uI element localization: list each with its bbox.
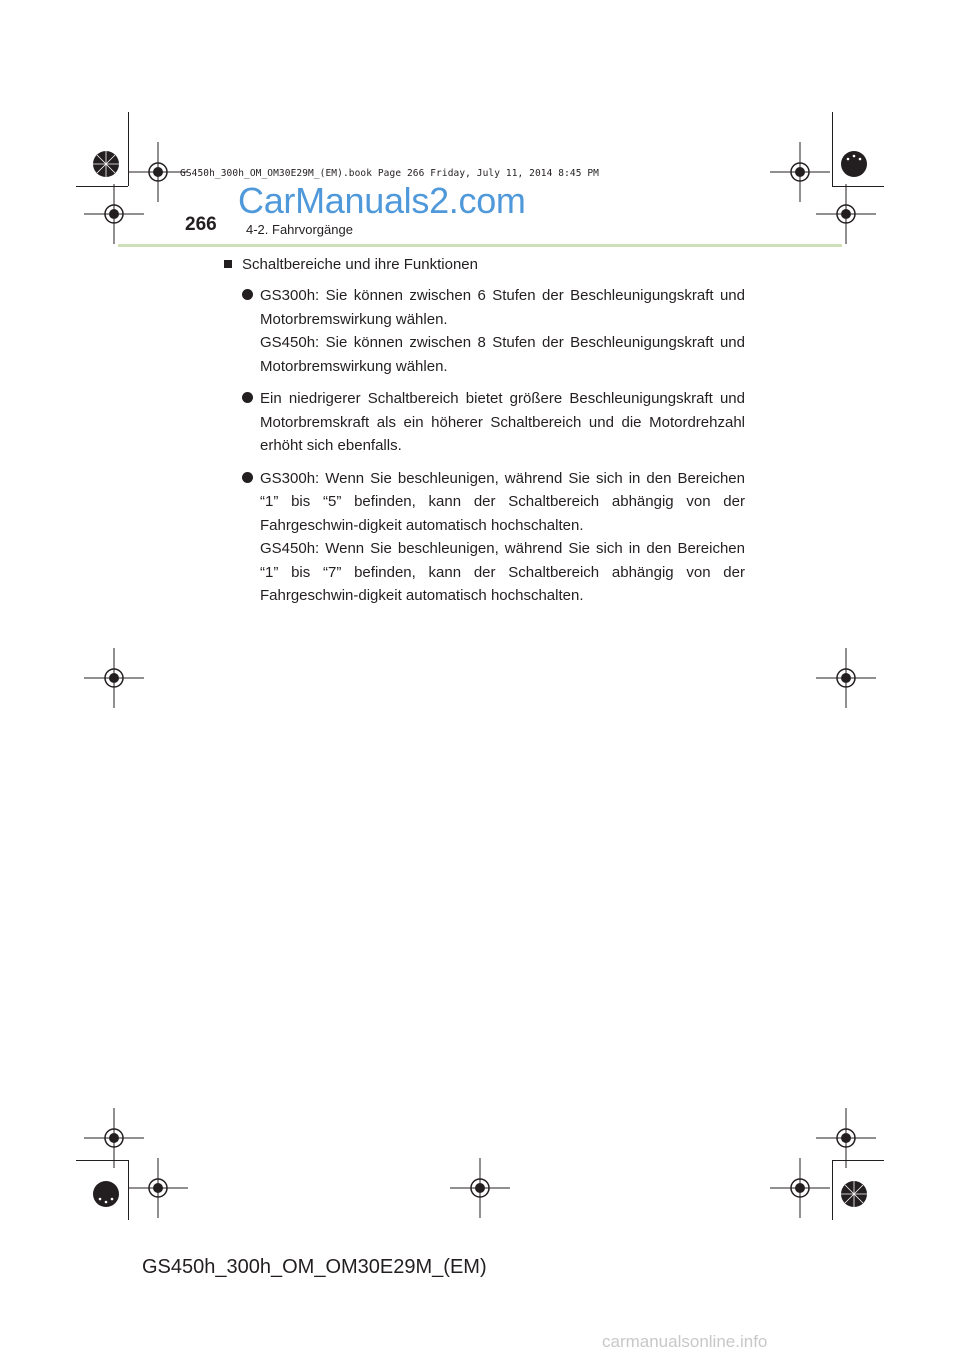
- list-item: [242, 387, 745, 458]
- watermark-bottom: carmanualsonline.info: [602, 1332, 768, 1351]
- page-number: 266: [185, 214, 217, 235]
- crosshair-mark-icon: [128, 1158, 188, 1218]
- bullet-dot-icon: [242, 472, 253, 483]
- crosshair-mark-icon: [84, 648, 144, 708]
- crop-line: [832, 1160, 884, 1161]
- crosshair-mark-icon: [450, 1158, 510, 1218]
- bullet-list: [242, 284, 745, 617]
- list-item: [242, 467, 745, 608]
- crop-line: [832, 1160, 833, 1220]
- header-divider: [118, 244, 842, 247]
- crop-line: [832, 186, 884, 187]
- paragraph: GS450h: Wenn Sie beschleunigen, während Sie sich in den Bereichen “1” bis “7” befinden, kann der Schaltbereich abhängig von der Fahrgeschwin-digkeit automatisch hochschalten.: [260, 540, 745, 604]
- registration-mark-icon: [76, 1164, 136, 1224]
- crosshair-mark-icon: [770, 1158, 830, 1218]
- bullet-dot-icon: [242, 289, 253, 300]
- crosshair-mark-icon: [816, 648, 876, 708]
- bullet-dot-icon: [242, 392, 253, 403]
- list-item: [242, 284, 745, 378]
- paragraph: GS300h: Wenn Sie beschleunigen, während Sie sich in den Bereichen “1” bis “5” befinden, kann der Schaltbereich abhängig von der Fahrgeschwin-digkeit automatisch hochschalten.: [260, 469, 745, 534]
- section-title: 4-2. Fahrvorgänge: [246, 222, 353, 237]
- content-heading: [224, 256, 478, 273]
- crosshair-mark-icon: [816, 184, 876, 244]
- crop-line: [128, 112, 129, 186]
- watermark-top: CarManuals2.com: [238, 180, 526, 221]
- paragraph: Ein niedrigerer Schaltbereich bietet größere Beschleunigungskraft und Motorbremskraft als ein höherer Schaltbereich und die Motordrehzahl erhöht sich ebenfalls.: [260, 390, 745, 454]
- square-bullet-icon: [224, 260, 232, 268]
- crop-line: [128, 1160, 129, 1220]
- heading-text: Schaltbereiche und ihre Funktionen: [242, 256, 478, 273]
- crosshair-mark-icon: [84, 184, 144, 244]
- manual-code: GS450h_300h_OM_OM30E29M_(EM): [142, 1256, 487, 1278]
- paragraph: GS450h: Sie können zwischen 8 Stufen der Beschleunigungskraft und Motorbremswirkung wählen.: [260, 334, 745, 375]
- crop-line: [76, 186, 128, 187]
- paragraph: GS300h: Sie können zwischen 6 Stufen der Beschleunigungskraft und Motorbremswirkung wählen.: [260, 287, 745, 328]
- crop-line: [832, 112, 833, 186]
- registration-mark-icon: [824, 1164, 884, 1224]
- print-info-line: GS450h_300h_OM_OM30E29M_(EM).book Page 266 Friday, July 11, 2014 8:45 PM: [180, 168, 600, 179]
- crop-line: [76, 1160, 128, 1161]
